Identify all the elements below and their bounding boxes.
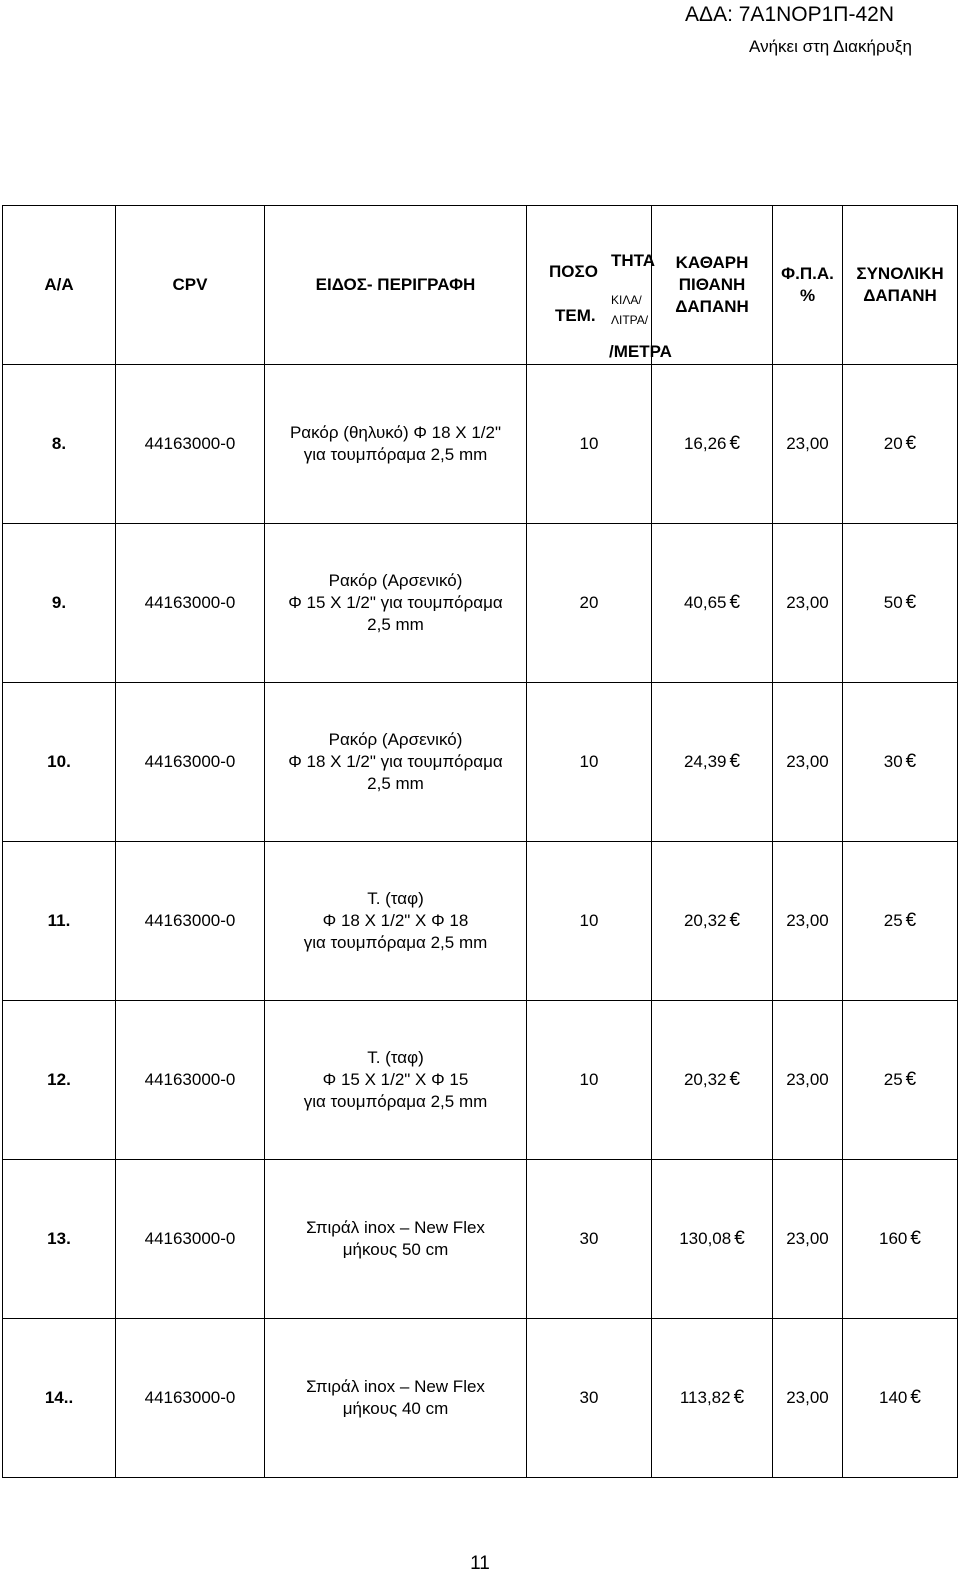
euro-icon: € <box>905 592 917 613</box>
description-line: Σπιράλ inox – New Flex <box>306 1218 485 1237</box>
table-row <box>3 842 958 1001</box>
header-net-line1: ΚΑΘΑΡΗ <box>675 253 749 272</box>
row-total: 20 € <box>843 365 958 524</box>
row-description <box>265 683 527 842</box>
description-line: Σπιράλ inox – New Flex <box>306 1377 485 1396</box>
row-vat: 23,00 <box>773 1319 843 1478</box>
description-line: 2,5 mm <box>367 615 424 634</box>
table-row <box>3 365 958 524</box>
description-line: Φ 15 Χ 1/2" Χ Φ 15 <box>322 1070 469 1089</box>
header-vat-line1: Φ.Π.Α. <box>781 264 834 283</box>
row-price: 113,82 € <box>652 1319 773 1478</box>
description-line: Ρακόρ (Αρσενικό) <box>328 571 463 590</box>
euro-icon: € <box>905 1069 917 1090</box>
description-line: Φ 18 Χ 1/2" Χ Φ 18 <box>322 911 469 930</box>
euro-icon: € <box>729 751 741 772</box>
row-cpv: 44163000-0 <box>116 1319 265 1478</box>
table-row <box>3 1319 958 1478</box>
row-vat: 23,00 <box>773 1001 843 1160</box>
header-net-line2: ΠΙΘΑΝΗ <box>678 275 746 294</box>
description-line: Ρακόρ (Αρσενικό) <box>328 730 463 749</box>
row-cpv: 44163000-0 <box>116 1001 265 1160</box>
row-quantity: 10 <box>527 683 652 842</box>
header-qty-unit: ΤΕΜ. <box>555 306 596 325</box>
euro-icon: € <box>905 910 917 931</box>
row-total: 140 € <box>843 1319 958 1478</box>
row-quantity: 10 <box>527 1001 652 1160</box>
row-aa: 11. <box>3 842 116 1001</box>
row-price: 24,39 € <box>652 683 773 842</box>
header-qty-metra: /ΜΕΤΡΑ <box>609 342 672 361</box>
row-aa: 14.. <box>3 1319 116 1478</box>
row-description <box>265 1319 527 1478</box>
header-vat <box>773 206 843 365</box>
row-price: 40,65 € <box>652 524 773 683</box>
row-quantity: 30 <box>527 1319 652 1478</box>
row-quantity: 10 <box>527 842 652 1001</box>
row-cpv: 44163000-0 <box>116 524 265 683</box>
euro-icon: € <box>729 592 741 613</box>
row-description <box>265 524 527 683</box>
description-line: Ρακόρ (θηλυκό) Φ 18 Χ 1/2" <box>289 423 502 442</box>
row-quantity: 10 <box>527 365 652 524</box>
description-line: Φ 18 Χ 1/2" για τουμπόραμα <box>288 752 503 771</box>
ada-note: Ανήκει στη Διακήρυξη <box>749 37 912 56</box>
euro-icon: € <box>733 1387 745 1408</box>
row-cpv: 44163000-0 <box>116 683 265 842</box>
header-description: ΕΙΔΟΣ- ΠΕΡΙΓΡΑΦΗ <box>265 206 527 365</box>
row-vat: 23,00 <box>773 842 843 1001</box>
description-line: μήκους 50 cm <box>342 1240 449 1259</box>
row-cpv: 44163000-0 <box>116 365 265 524</box>
row-price: 20,32 € <box>652 842 773 1001</box>
description-line: Τ. (ταφ) <box>367 889 424 908</box>
euro-icon: € <box>905 751 917 772</box>
row-cpv: 44163000-0 <box>116 842 265 1001</box>
row-quantity: 20 <box>527 524 652 683</box>
header-net-line3: ΔΑΠΑΝΗ <box>675 297 749 316</box>
euro-icon: € <box>729 433 741 454</box>
euro-icon: € <box>905 433 917 454</box>
row-aa: 8. <box>3 365 116 524</box>
row-total: 25 € <box>843 842 958 1001</box>
description-line: Φ 15 Χ 1/2" για τουμπόραμα <box>288 593 503 612</box>
description-line: Τ. (ταφ) <box>367 1048 424 1067</box>
row-description <box>265 365 527 524</box>
description-line: για τουμπόραμα 2,5 mm <box>303 1092 488 1111</box>
row-total: 25 € <box>843 1001 958 1160</box>
header-net-cost <box>652 206 773 365</box>
description-line: 2,5 mm <box>367 774 424 793</box>
row-aa: 12. <box>3 1001 116 1160</box>
table-row <box>3 683 958 842</box>
description-line: για τουμπόραμα 2,5 mm <box>303 445 488 464</box>
row-price: 20,32 € <box>652 1001 773 1160</box>
row-quantity: 30 <box>527 1160 652 1319</box>
header-total-line2: ΔΑΠΑΝΗ <box>863 286 937 305</box>
row-cpv: 44163000-0 <box>116 1160 265 1319</box>
header-qty-top2: ΤΗΤΑ <box>611 251 656 270</box>
ada-stamp: ΑΔΑ: 7Α1ΝΟΡ1Π-42Ν <box>685 3 894 26</box>
header-quantity <box>527 206 672 365</box>
row-aa: 13. <box>3 1160 116 1319</box>
header-qty-kila: ΚΙΛΑ/ <box>611 293 642 307</box>
row-price: 16,26 € <box>652 365 773 524</box>
row-description <box>265 1160 527 1319</box>
euro-icon: € <box>910 1387 921 1408</box>
row-vat: 23,00 <box>773 1160 843 1319</box>
table-row <box>3 1160 958 1319</box>
row-vat: 23,00 <box>773 524 843 683</box>
row-aa: 9. <box>3 524 116 683</box>
euro-icon: € <box>729 1069 741 1090</box>
row-total: 160 € <box>843 1160 958 1319</box>
table-row <box>3 524 958 683</box>
page-number: 11 <box>470 1553 490 1574</box>
header-qty-top: ΠΟΣΟ <box>549 262 598 281</box>
header-aa: Α/Α <box>3 206 116 365</box>
row-total: 30 € <box>843 683 958 842</box>
euro-icon: € <box>910 1228 921 1249</box>
row-vat: 23,00 <box>773 683 843 842</box>
row-price: 130,08 € <box>652 1160 773 1319</box>
description-line: για τουμπόραμα 2,5 mm <box>303 933 488 952</box>
header-cpv: CPV <box>116 206 265 365</box>
euro-icon: € <box>729 910 741 931</box>
header-qty-litra: ΛΙΤΡΑ/ <box>611 313 649 327</box>
row-aa: 10. <box>3 683 116 842</box>
row-total: 50 € <box>843 524 958 683</box>
description-line: μήκους 40 cm <box>342 1399 449 1418</box>
header-total-line1: ΣΥΝΟΛΙΚΗ <box>856 264 944 283</box>
row-description <box>265 1001 527 1160</box>
table-header-row <box>3 206 958 365</box>
items-table <box>2 205 958 1478</box>
header-total <box>843 206 958 365</box>
row-description <box>265 842 527 1001</box>
euro-icon: € <box>734 1228 745 1249</box>
table-row <box>3 1001 958 1160</box>
row-vat: 23,00 <box>773 365 843 524</box>
header-vat-line2: % <box>799 286 816 305</box>
